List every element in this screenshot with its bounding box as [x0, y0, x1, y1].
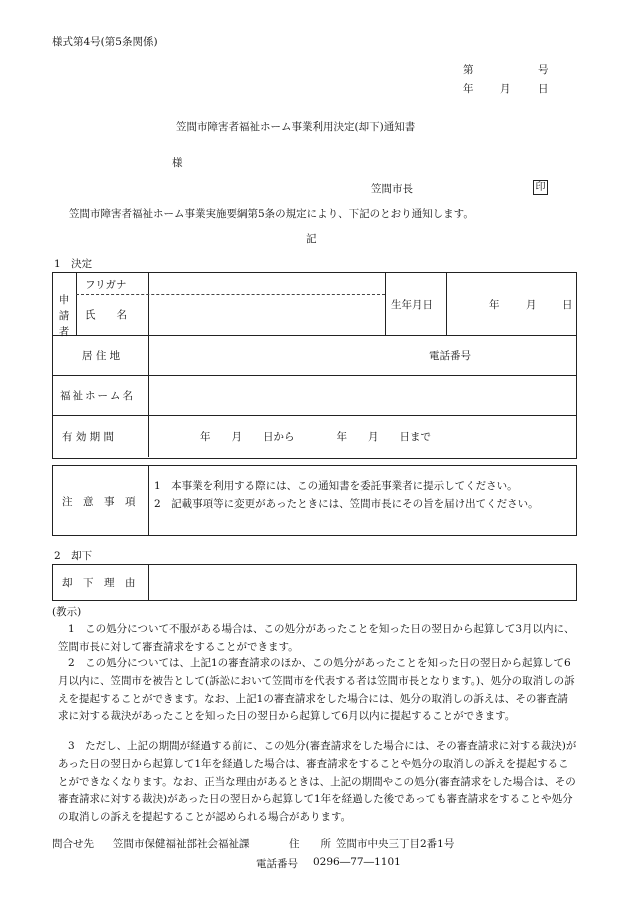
rejection-reason-label: 却 下 理 由 — [62, 577, 136, 589]
period-text: 年 月 日から 年 月 日まで — [200, 431, 431, 443]
seal-mark: 印 — [533, 180, 548, 195]
intro-text: 笠間市障害者福祉ホーム事業実施要綱第5条の規定により、下記のとおり通知します。 — [69, 208, 474, 220]
address-label: 居 住 地 — [82, 350, 121, 362]
notes-label: 注 意 事 項 — [62, 496, 136, 508]
home-name-label: 福祉ホーム名 — [60, 390, 135, 402]
section1-heading: 1 決定 — [54, 258, 93, 270]
contact-dept: 笠間市保健福祉部社会福祉課 — [113, 838, 250, 850]
kyoji-item-1: 1 この処分について不服がある場合は、この処分があったことを知った日の翌日から起算して3月以内に、笠間市長に対して審査請求をすることができます。 — [58, 623, 575, 653]
doc-no-dai: 第 — [463, 64, 474, 76]
contact-phone: 0296―77―1101 — [313, 856, 401, 868]
contact-label: 問合せ先 — [52, 838, 94, 850]
contact-address: 笠間市中央三丁目2番1号 — [336, 838, 455, 850]
issuer: 笠間市長 — [371, 183, 413, 195]
notes-item-2: 2 記載事項等に変更があったときには、笠間市長にその旨を届け出てください。 — [154, 498, 539, 510]
birth-year: 年 — [489, 299, 500, 311]
kyoji-item-2: 2 この処分については、上記1の審査請求のほか、この処分があったことを知った日の翌日から起算して6月以内に、笠間市を被告として(訴訟において笠間市を代表する者は笠間市長となります。)、処分の取消しの訴えを提起することができます。なお、上記1の審査請求をした場合には、処分の取消しの訴えは、その審査請求に対する裁決があったことを知った日の翌日から起算して6月以内に提起することができます。 — [58, 657, 575, 723]
date-month: 月 — [500, 83, 511, 95]
period-label: 有 効 期 間 — [62, 431, 115, 443]
document-title: 笠間市障害者福祉ホーム事業利用決定(却下)通知書 — [176, 121, 416, 133]
section2-heading: 2 却下 — [54, 550, 93, 562]
furigana-label: フリガナ — [85, 279, 127, 291]
kyoji-heading: (教示) — [52, 606, 82, 618]
date-year: 年 — [463, 83, 474, 95]
birthdate-label: 生年月日 — [391, 299, 433, 311]
applicant-label: 申請者 — [58, 294, 70, 338]
name-label: 氏 名 — [85, 309, 127, 321]
doc-no-go: 号 — [538, 64, 549, 76]
ki-heading: 記 — [306, 233, 317, 245]
birth-month: 月 — [526, 299, 537, 311]
kyoji-item-3: 3 ただし、上記の期間が経過する前に、この処分(審査請求をした場合には、その審査請求に対する裁決)があった日の翌日から起算して1年を経過した場合は、審査請求をすることや処分の取消しの訴えを提起することができなくなります。なお、正当な理由があるときは、上記の期間やこの処分(審査請求をした場合は、その審査請求に対する裁決)があった日の翌日から起算して1年を経過した後であっても審査請求をすることや処分の取消しの訴えを提起することが認められる場合があります。 — [58, 740, 577, 824]
contact-address-label: 住 所 — [289, 838, 331, 850]
addressee-suffix: 様 — [172, 157, 183, 169]
form-number: 様式第4号(第5条関係) — [52, 36, 158, 48]
notes-item-1: 1 本事業を利用する際には、この通知書を委託事業者に提示してください。 — [154, 480, 518, 492]
phone-label: 電話番号 — [429, 350, 471, 362]
contact-phone-label: 電話番号 — [256, 858, 298, 870]
date-day: 日 — [538, 83, 549, 95]
birth-day: 日 — [562, 299, 573, 311]
